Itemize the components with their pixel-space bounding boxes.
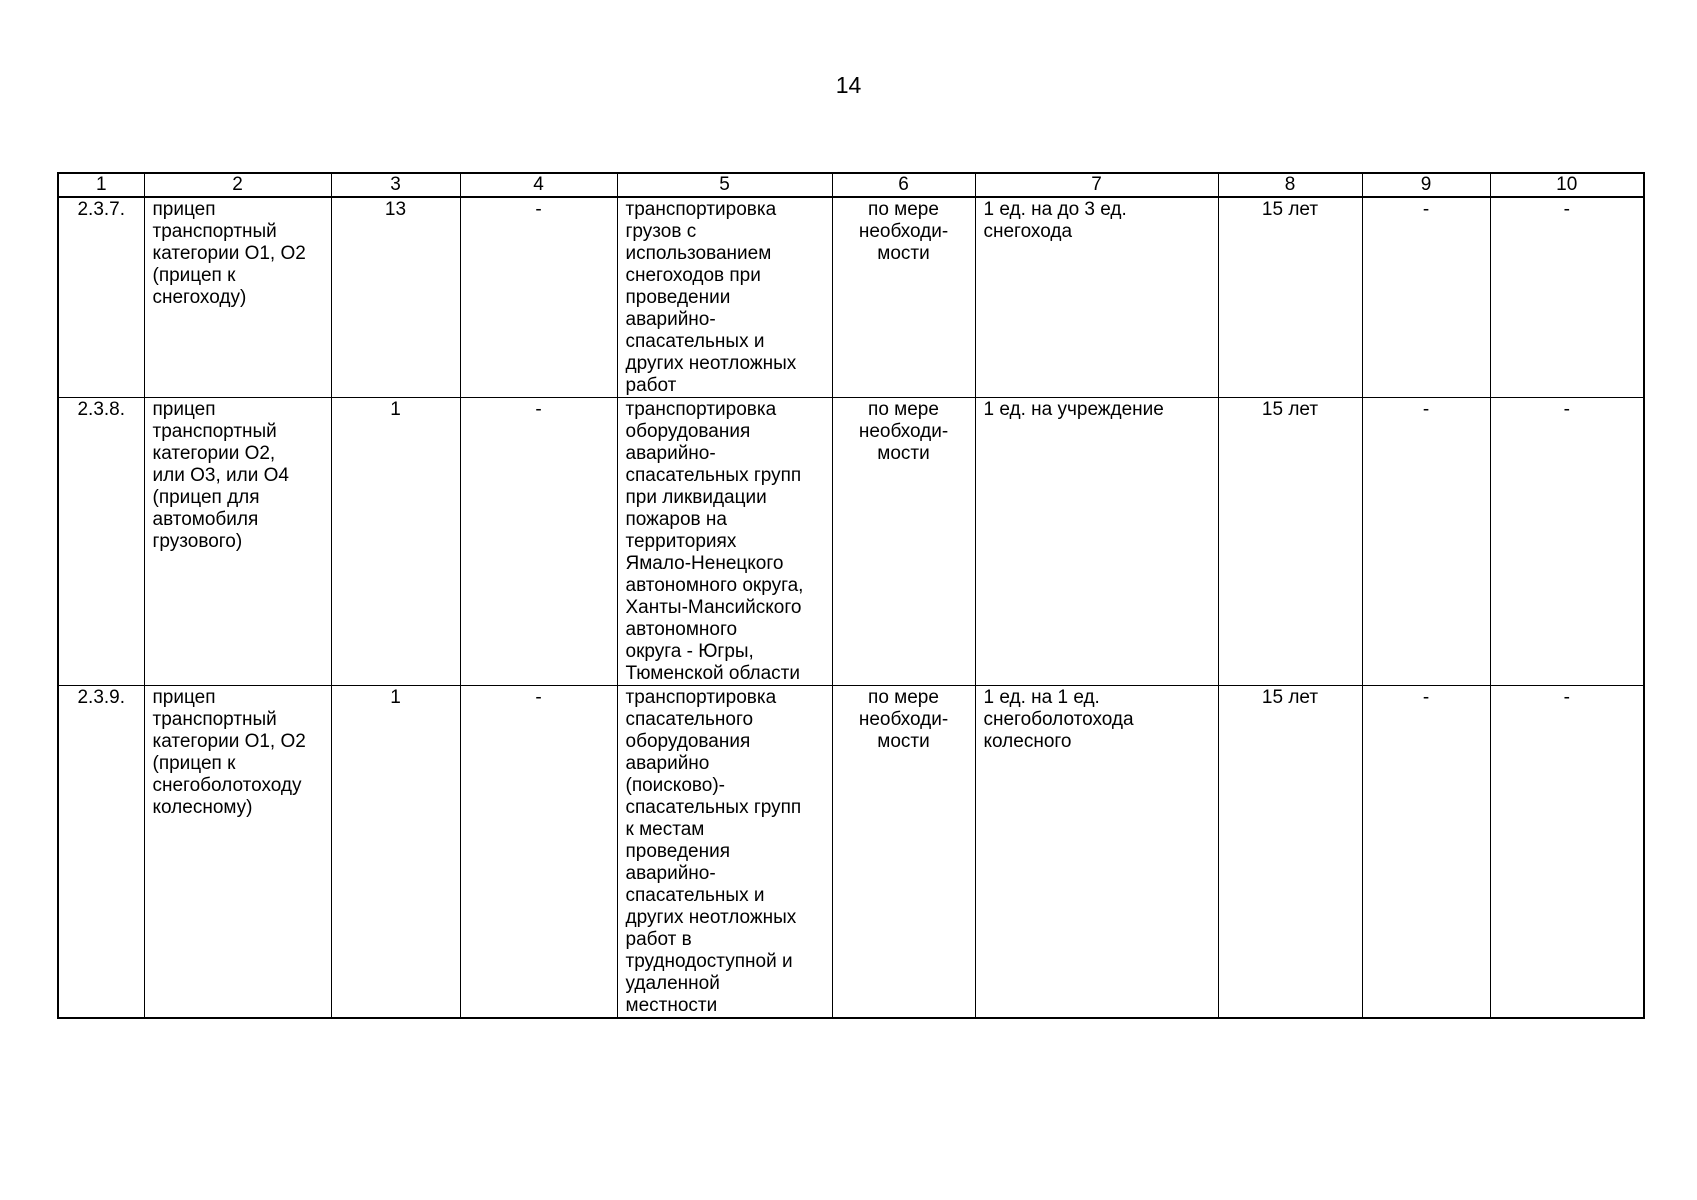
item-col-4: - [460, 686, 617, 1019]
item-term: 15 лет [1218, 197, 1362, 398]
item-col-10: - [1490, 398, 1644, 686]
item-purpose: транспортировка грузов с использованием снегоходов при проведении аварийно- спасательных и других неотложных работ [617, 197, 832, 398]
header-col-2: 2 [144, 173, 331, 197]
item-name: прицеп транспортный категории O2, или O3, или O4 (прицеп для автомобиля грузового) [144, 398, 331, 686]
item-frequency: по мере необходи- мости [832, 398, 975, 686]
item-name: прицеп транспортный категории O1, O2 (прицеп к снегоходу) [144, 197, 331, 398]
item-quantity: 13 [331, 197, 460, 398]
equipment-norms-table [57, 172, 1645, 1019]
item-frequency: по мере необходи- мости [832, 197, 975, 398]
item-norm: 1 ед. на учреждение [975, 398, 1218, 686]
table-row [58, 197, 1644, 398]
item-col-9: - [1362, 686, 1490, 1019]
item-quantity: 1 [331, 398, 460, 686]
header-col-7: 7 [975, 173, 1218, 197]
table-header-row [58, 173, 1644, 197]
table-row [58, 398, 1644, 686]
header-col-5: 5 [617, 173, 832, 197]
item-norm: 1 ед. на до 3 ед. снегохода [975, 197, 1218, 398]
item-purpose: транспортировка оборудования аварийно- спасательных групп при ликвидации пожаров на территориях Ямало-Ненецкого автономного округа, Ханты-Мансийского автономного округа - Югры, Тюменской области [617, 398, 832, 686]
page-number: 14 [835, 72, 862, 98]
header-col-3: 3 [331, 173, 460, 197]
header-col-9: 9 [1362, 173, 1490, 197]
item-quantity: 1 [331, 686, 460, 1019]
header-col-1: 1 [58, 173, 144, 197]
item-number: 2.3.9. [58, 686, 144, 1019]
header-col-6: 6 [832, 173, 975, 197]
item-col-4: - [460, 398, 617, 686]
table-row [58, 686, 1644, 1019]
header-col-4: 4 [460, 173, 617, 197]
item-col-10: - [1490, 197, 1644, 398]
item-col-9: - [1362, 197, 1490, 398]
item-purpose: транспортировка спасательного оборудования аварийно (поисково)- спасательных групп к местам проведения аварийно- спасательных и других неотложных работ в труднодоступной и удаленной местности [617, 686, 832, 1019]
item-col-4: - [460, 197, 617, 398]
item-name: прицеп транспортный категории O1, O2 (прицеп к снегоболотоходу колесному) [144, 686, 331, 1019]
item-term: 15 лет [1218, 686, 1362, 1019]
item-number: 2.3.8. [58, 398, 144, 686]
item-frequency: по мере необходи- мости [832, 686, 975, 1019]
item-col-10: - [1490, 686, 1644, 1019]
item-term: 15 лет [1218, 398, 1362, 686]
item-norm: 1 ед. на 1 ед. снегоболотохода колесного [975, 686, 1218, 1019]
header-col-10: 10 [1490, 173, 1644, 197]
item-number: 2.3.7. [58, 197, 144, 398]
item-col-9: - [1362, 398, 1490, 686]
header-col-8: 8 [1218, 173, 1362, 197]
